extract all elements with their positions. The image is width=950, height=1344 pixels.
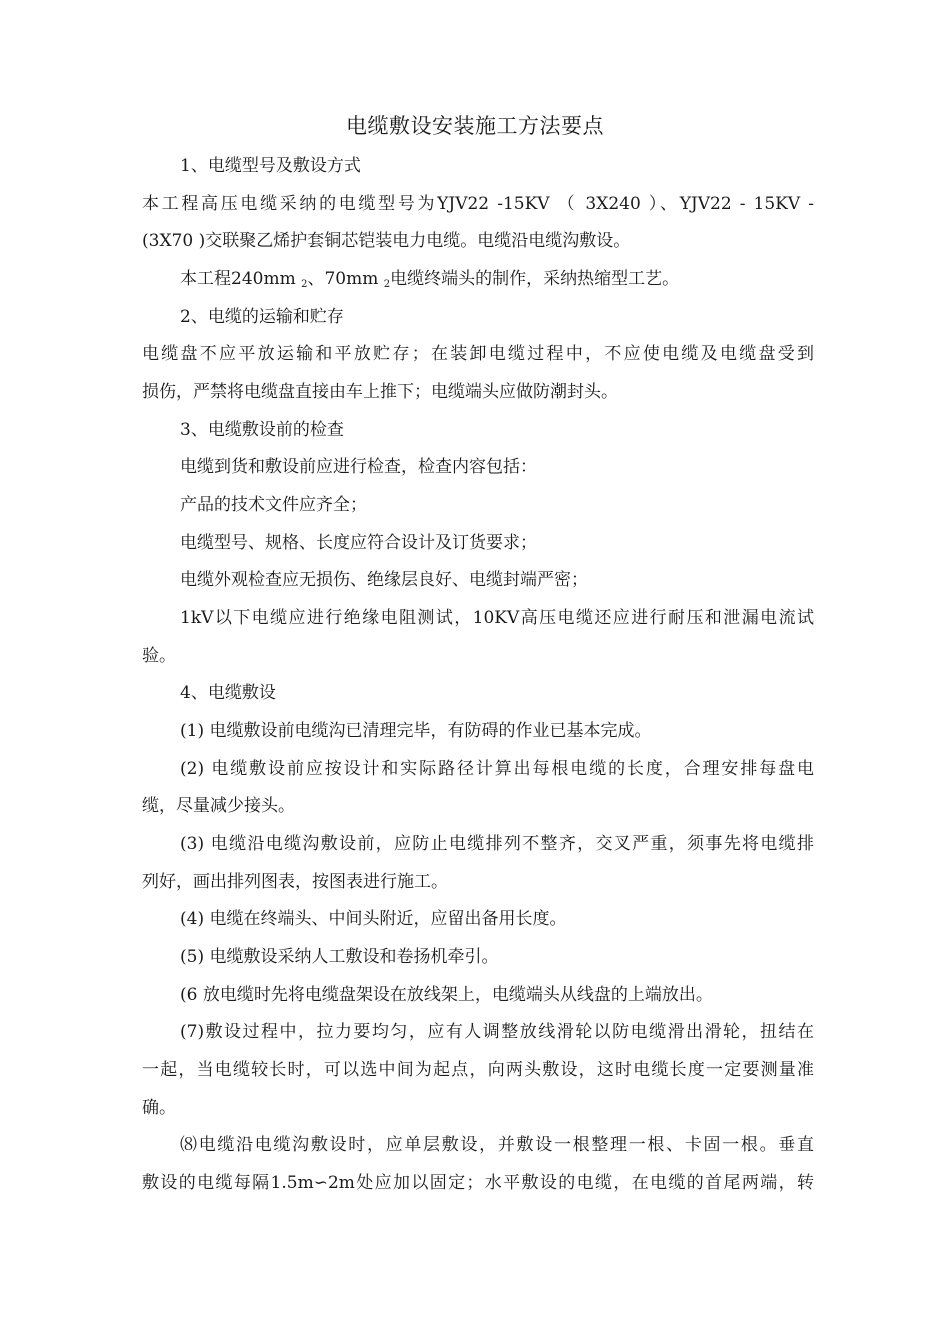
section-3-item: 产品的技术文件应齐全； bbox=[180, 495, 367, 515]
section-4-item-7-line-3: 确。 bbox=[142, 1098, 176, 1118]
section-2-paragraph-line-2: 损伤，严禁将电缆盘直接由车上推下；电缆端头应做防潮封头。 bbox=[142, 382, 618, 402]
section-1-paragraph-1-line-2: (3X70 )交联聚乙烯护套铜芯铠装电力电缆。电缆沿电缆沟敷设。 bbox=[142, 231, 631, 251]
section-4-item-8-line-2: 敷设的电缆每隔1.5m∽2m处应加以固定；水平敷设的电缆，在电缆的首尾两端，转 bbox=[142, 1173, 814, 1193]
section-3-heading: 3、电缆敷设前的检查 bbox=[180, 420, 344, 440]
section-3-intro: 电缆到货和敷设前应进行检查，检查内容包括： bbox=[180, 457, 537, 477]
section-3-test-line-2: 验。 bbox=[142, 646, 176, 666]
section-1-paragraph-1-line-1: 本工程高压电缆采纳的电缆型号为YJV22 -15KV （ 3X240 ）、YJV22 - 15KV - bbox=[142, 194, 814, 214]
section-1-heading: 1、电缆型号及敷设方式 bbox=[180, 156, 361, 176]
section-3-item: 电缆外观检查应无损伤、绝缘层良好、电缆封端严密； bbox=[180, 570, 588, 590]
section-4-item-1: (1) 电缆敷设前电缆沟已清理完毕，有防碍的作业已基本完成。 bbox=[180, 721, 652, 741]
section-4-item-2-line-1: (2) 电缆敷设前应按设计和实际路径计算出每根电缆的长度，合理安排每盘电 bbox=[180, 759, 814, 779]
section-1-paragraph-2 bbox=[180, 267, 679, 294]
section-4-item-5: (5) 电缆敷设采纳人工敷设和卷扬机牵引。 bbox=[180, 947, 499, 967]
section-4-item-7-line-1: (7)敷设过程中，拉力要均匀，应有人调整放线滑轮以防电缆滑出滑轮，扭结在 bbox=[180, 1022, 814, 1042]
section-4-heading: 4、电缆敷设 bbox=[180, 683, 276, 703]
paragraph-text: 、70mm bbox=[307, 269, 384, 289]
paragraph-text: 电缆终端头的制作，采纳热缩型工艺。 bbox=[390, 269, 680, 289]
section-2-heading: 2、电缆的运输和贮存 bbox=[180, 307, 344, 327]
section-4-item-3-line-2: 列好，画出排列图表，按图表进行施工。 bbox=[142, 872, 448, 892]
paragraph-text: 本工程240mm bbox=[180, 269, 302, 289]
document-title: 电缆敷设安装施工方法要点 bbox=[346, 114, 604, 138]
section-2-paragraph-line-1: 电缆盘不应平放运输和平放贮存；在装卸电缆过程中，不应使电缆及电缆盘受到 bbox=[142, 344, 814, 364]
superscript: 2 bbox=[383, 279, 391, 290]
section-3-test-line-1: 1kV以下电缆应进行绝缘电阻测试，10KV高压电缆还应进行耐压和泄漏电流试 bbox=[180, 608, 814, 628]
section-4-item-6: (6 放电缆时先将电缆盘架设在放线架上，电缆端头从线盘的上端放出。 bbox=[180, 985, 713, 1005]
section-4-item-3-line-1: (3) 电缆沿电缆沟敷设前，应防止电缆排列不整齐，交叉严重，须事先将电缆排 bbox=[180, 834, 814, 854]
section-4-item-4: (4) 电缆在终端头、中间头附近，应留出备用长度。 bbox=[180, 909, 567, 929]
superscript: 2 bbox=[301, 279, 308, 290]
section-4-item-8-line-1: ⑻电缆沿电缆沟敷设时，应单层敷设，并敷设一根整理一根、卡固一根。垂直 bbox=[180, 1135, 814, 1155]
section-4-item-2-line-2: 缆，尽量减少接头。 bbox=[142, 796, 295, 816]
section-3-item: 电缆型号、规格、长度应符合设计及订货要求； bbox=[180, 533, 537, 553]
section-4-item-7-line-2: 一起，当电缆较长时，可以选中间为起点，向两头敷设，这时电缆长度一定要测量准 bbox=[142, 1060, 814, 1080]
